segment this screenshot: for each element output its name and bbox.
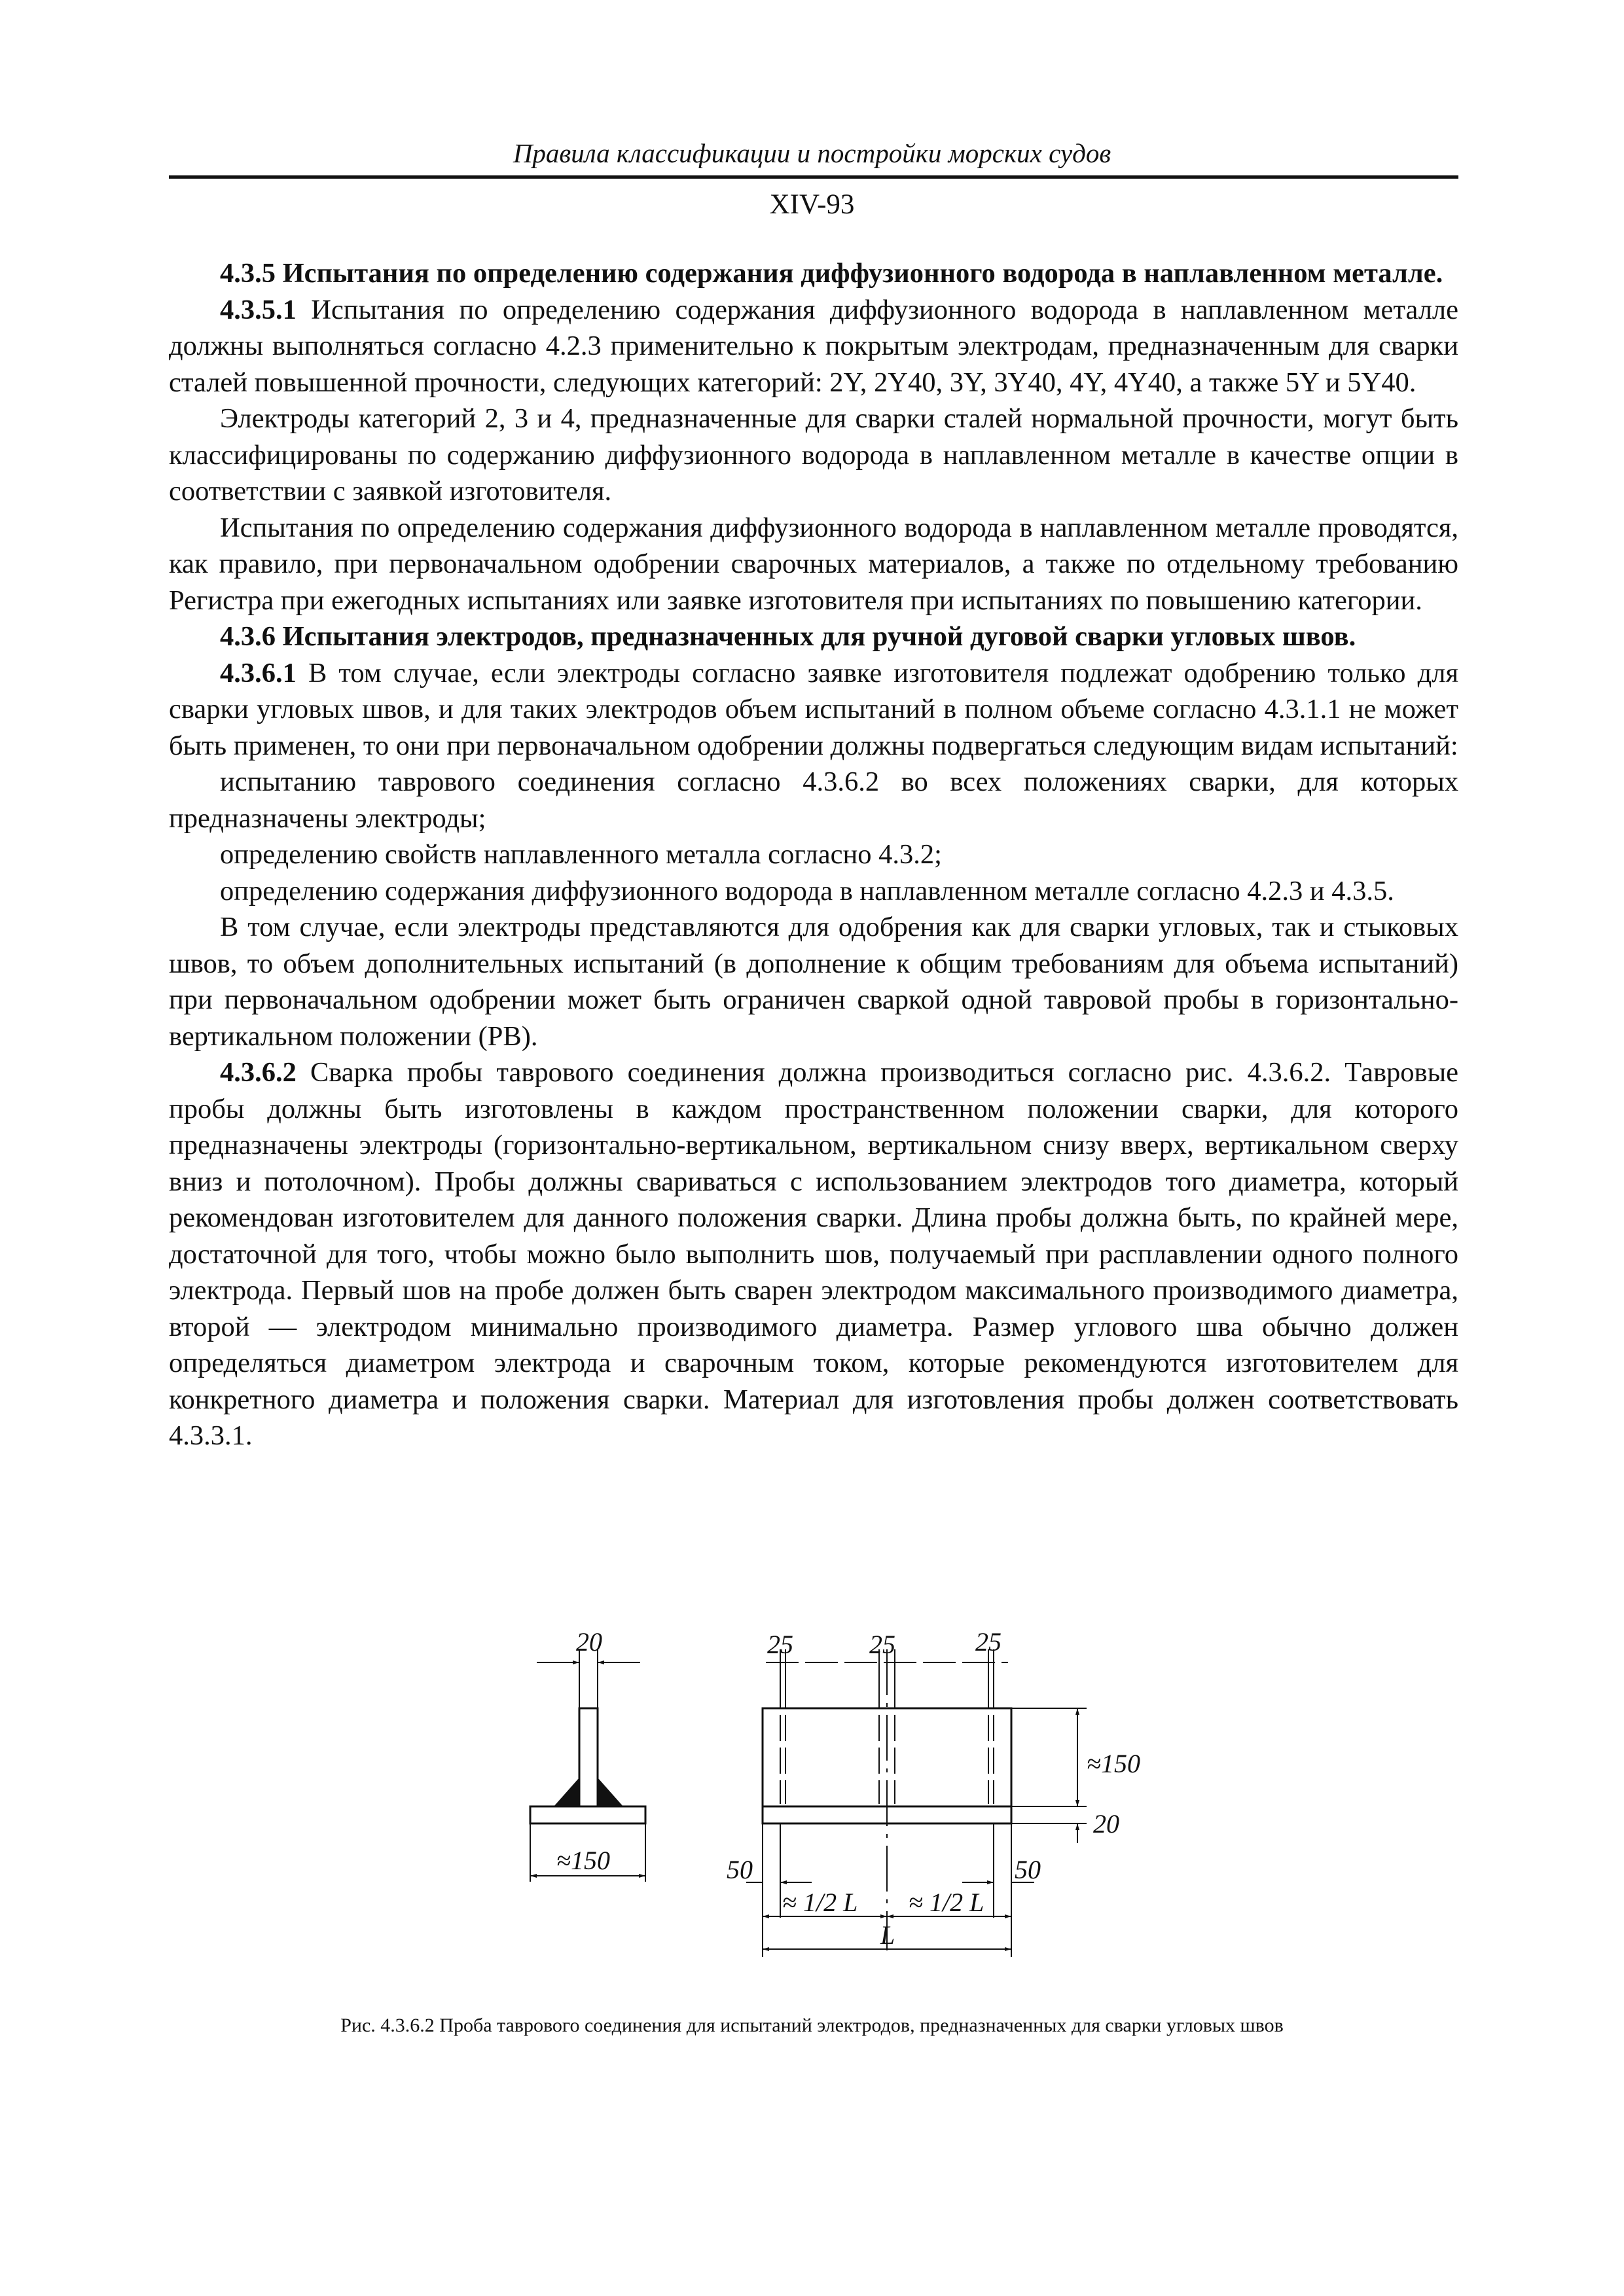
dim-plate-height: ≈150 bbox=[1087, 1749, 1140, 1778]
fillet-weld-right bbox=[598, 1778, 623, 1806]
paragraph-text: Испытания по определению содержания диффузионного водорода в наплавленном металле должны выполняться согласно 4.2.3 применительно к покрытым электродам, предназначенным для сварки сталей повышенной прочности, следующих категорий: 2Y, 2Y40, 3Y, 3Y40, 4Y, 4Y40, а также 5Y и 5Y40. bbox=[169, 294, 1458, 398]
paragraph bbox=[169, 655, 1458, 764]
paragraph-text: Испытания по определению содержания диффузионного водорода в наплавленном металле проводятся, как правило, при первоначальном одобрении сварочных материалов, а также по отдельному требованию Регистра при ежегодных испытаниях или заявке изготовителя при испытаниях по повышению категории. bbox=[169, 512, 1458, 616]
clause-number: 4.3.6.1 bbox=[220, 657, 297, 689]
paragraph-text: В том случае, если электроды согласно заявке изготовителя подлежат одобрению только для сварки угловых швов, и для таких электродов объем испытаний в полном объеме согласно 4.3.1.1 не может быть применен, то они при первоначальном одобрении должны подвергаться следующим видам испытаний: bbox=[169, 657, 1458, 761]
base-plate bbox=[530, 1806, 645, 1823]
section-view bbox=[530, 1627, 645, 1882]
paragraph-text: В том случае, если электроды представляются для одобрения как для сварки угловых, так и стыковых швов, то объем дополнительных испытаний (в дополнение к общим требованиям для объема испытаний) при первоначальном одобрении может быть ограничен сваркой одной тавровой пробы в горизонтально-вертикальном положении (PB). bbox=[169, 912, 1458, 1052]
clause-number: 4.3.5 bbox=[220, 258, 276, 289]
paragraph bbox=[169, 510, 1458, 619]
paragraph bbox=[169, 255, 1458, 292]
clause-number: 4.3.6 bbox=[220, 621, 276, 652]
header-rule bbox=[169, 175, 1458, 179]
running-title: Правила классификации и постройки морских судов bbox=[513, 138, 1111, 168]
tee-joint-drawing bbox=[511, 1623, 1165, 1977]
paragraph-text: испытанию таврового соединения согласно 4.3.6.2 во всех положениях сварки, для которых предназначены электроды; bbox=[169, 766, 1458, 834]
dim-web-base: 20 bbox=[1093, 1809, 1119, 1839]
clause-number: 4.3.6.2 bbox=[220, 1057, 297, 1088]
paragraph bbox=[169, 836, 1458, 873]
dim-half-length-left: ≈ 1/2 L bbox=[782, 1888, 858, 1917]
paragraph-text: Электроды категорий 2, 3 и 4, предназначенные для сварки сталей нормальной прочности, могут быть классифицированы по содержанию диффузионного водорода в наплавленном металле в качестве опции в соответствии с заявкой изготовителя. bbox=[169, 403, 1458, 507]
paragraph bbox=[169, 873, 1458, 910]
paragraph-text: определению содержания диффузионного водорода в наплавленном металле согласно 4.2.3 и 4.3.5. bbox=[220, 875, 1394, 906]
paragraph bbox=[169, 292, 1458, 401]
paragraph-text: Испытания электродов, предназначенных для ручной дуговой сварки угловых швов. bbox=[276, 621, 1356, 652]
plan-view bbox=[727, 1627, 1140, 1957]
dim-half-length-right: ≈ 1/2 L bbox=[909, 1888, 984, 1917]
web-plate bbox=[579, 1708, 598, 1806]
dim-zone-2: 25 bbox=[869, 1630, 895, 1659]
dim-zone-1: 25 bbox=[767, 1630, 793, 1659]
dim-edge-left: 50 bbox=[727, 1855, 753, 1884]
page-number: XIV-93 bbox=[769, 189, 855, 220]
dim-base-width: ≈150 bbox=[556, 1846, 610, 1875]
paragraph bbox=[169, 909, 1458, 1054]
figure-caption: Рис. 4.3.6.2 Проба таврового соединения для испытаний электродов, предназначенных для сварки угловых швов bbox=[340, 2015, 1284, 2036]
paragraph-text: определению свойств наплавленного металла согласно 4.3.2; bbox=[220, 839, 942, 870]
figure-tee-joint bbox=[511, 1623, 1165, 1977]
dim-length: L bbox=[880, 1920, 895, 1950]
dim-web-thickness: 20 bbox=[576, 1627, 602, 1657]
paragraph bbox=[169, 1054, 1458, 1454]
paragraph-text: Испытания по определению содержания диффузионного водорода в наплавленном металле. bbox=[276, 258, 1443, 289]
fillet-weld-left bbox=[554, 1778, 579, 1806]
dim-edge-right: 50 bbox=[1015, 1855, 1041, 1884]
clause-number: 4.3.5.1 bbox=[220, 294, 297, 325]
paragraph bbox=[169, 764, 1458, 836]
body-text bbox=[169, 255, 1458, 1454]
paragraph bbox=[169, 619, 1458, 655]
paragraph-text: Сварка пробы таврового соединения должна производиться согласно рис. 4.3.6.2. Тавровые пробы должны быть изготовлены в каждом пространственном положении сварки, для которого предназначены электроды (горизонтально-вертикальном, вертикальном снизу вверх, вертикальном сверху вниз и потолочном). Пробы должны свариваться с использованием электродов того диаметра, который рекомендован изготовителем для данного положения сварки. Длина пробы должна быть, по крайней мере, достаточной для того, чтобы можно было выполнить шов, получаемый при расплавлении одного полного электрода. Первый шов на пробе должен быть сварен электродом максимального производимого диаметра, второй — электродом минимально производимого диаметра. Размер углового шва обычно должен определяться диаметром электрода и сварочным током, которые рекомендуются изготовителем для конкретного диаметра и положения сварки. Материал для изготовления пробы должен соответствовать 4.3.3.1. bbox=[169, 1057, 1458, 1451]
dim-zone-3: 25 bbox=[975, 1627, 1001, 1657]
paragraph bbox=[169, 401, 1458, 510]
